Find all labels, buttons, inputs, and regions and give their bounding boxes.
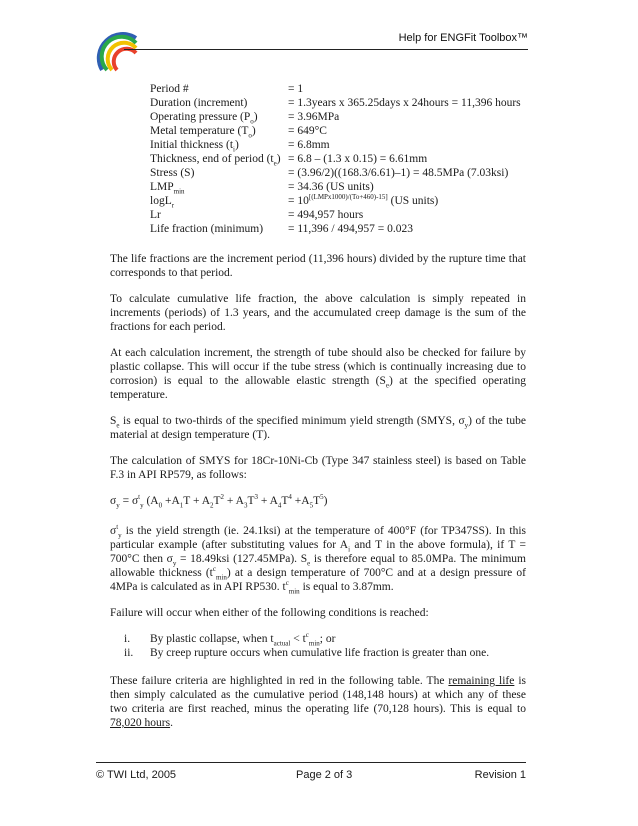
list-item: i. By plastic collapse, when $t_{actual} < t^c_{min}$; or [124,631,336,648]
page-content [110,82,526,742]
paragraph-cumulative: To calculate cumulative life fraction, the above calculation is simply repeated in increments (periods) of 1.3 years, and the accumulated creep damage is the sum of the fractions for each period. [110,293,526,333]
page-footer [96,762,526,781]
paragraph-plastic-collapse: At each calculation increment, the strength of tube should also be checked for failure by plastic collapse. This will occur if the tube stress (which is continually increasing due to corrosion) is equal to the allowable elastic strength $(S_e)$ at the specified operating temperature. [110,347,526,401]
smys-equation: $\sigma_y = \sigma^t_y$ $(A_0 +A_1T + A_2T^2 + A_3T^3 + A_4T^4 +A_5T^5)$ [110,493,328,510]
paragraph-smys-calc: The calculation of SMYS for 18Cr-10Ni-Cb (Type 347 stainless steel) is based on Table F.3 in API RP579, as follows: [110,455,526,481]
param-row: Operating pressure $(P_o)$ = 3.96MPa [150,111,340,126]
param-row: Period # = 1 [150,83,304,95]
page-header [96,22,528,62]
header-title: Help for ENGFit Toolbox™ [398,32,528,44]
param-row: Duration (increment) = 1.3years x 365.25days x 24hours = 11,396 hours [150,97,521,109]
param-row: logL$_r$ = 10[(LMPx1000)/(To+460)-15] (US units) [150,193,439,210]
param-row: Metal temperature $(T_o)$ = 649°C [150,125,327,140]
twi-logo-icon [96,30,142,76]
footer-page-number: Page 2 of 3 [296,769,353,781]
list-item: ii. By creep rupture occurs when cumulative life fraction is greater than one. [124,647,490,659]
footer-revision: Revision 1 [474,769,526,781]
param-row: Life fraction (minimum) = 11,396 / 494,957 = 0.023 [150,223,413,235]
header-rule [124,49,528,50]
parameter-table [150,82,526,236]
param-row: Stress (S) = (3.96/2)((168.3/6.61)–1) = 48.5MPa (7.03ksi) [150,167,509,179]
paragraph-failure: Failure will occur when either of the following conditions is reached: [110,607,429,619]
failure-conditions-list [110,632,526,660]
footer-copyright: © TWI Ltd, 2005 [96,769,177,781]
paragraph-life-fractions: The life fractions are the increment period (11,396 hours) divided by the rupture time that corresponds to that period. [110,253,526,279]
param-row: Initial thickness $(t_i)$ = 6.8mm [150,139,330,154]
param-row: $LMP_{min}$ = 34.36 (US units) [150,181,374,196]
paragraph-smys: $S_e$ is equal to two-thirds of the specified minimum yield strength (SMYS, $\sigma_y$) of the tube material at design temperature (T). [110,415,526,441]
param-row: Thickness, end of period $(t_e)$ = 6.8 – (1.3 x 0.15) = 6.61mm [150,153,428,168]
param-row: Lr = 494,957 hours [150,209,364,221]
paragraph-yield-strength: $\sigma^t_y$ is the yield strength (ie. 24.1ksi) at the temperature of 400°F (for TP347SS). In this particular example (after substituting values for $A_i$ and T in the above formula), if T = 700°C then $\sigma_y = 18.49ksi$ (127.45MPa). $S_e$ is therefore equal to 85.0MPa. The minimum allowable thickness $(t^c_{min})$ at a design temperature of 700°C and at a design pressure of 4MPa is calculated as in API RP530. $t^c_{min}$ is equal to 3.87mm. [110,523,527,596]
paragraph-remaining-life: These failure criteria are highlighted in red in the following table. The remaining life is then simply calculated as the cumulative period (148,148 hours) at which any of these two criteria are first reached, minus the operating life (70,128 hours). This is equal to 78,020 hours. [110,675,527,729]
